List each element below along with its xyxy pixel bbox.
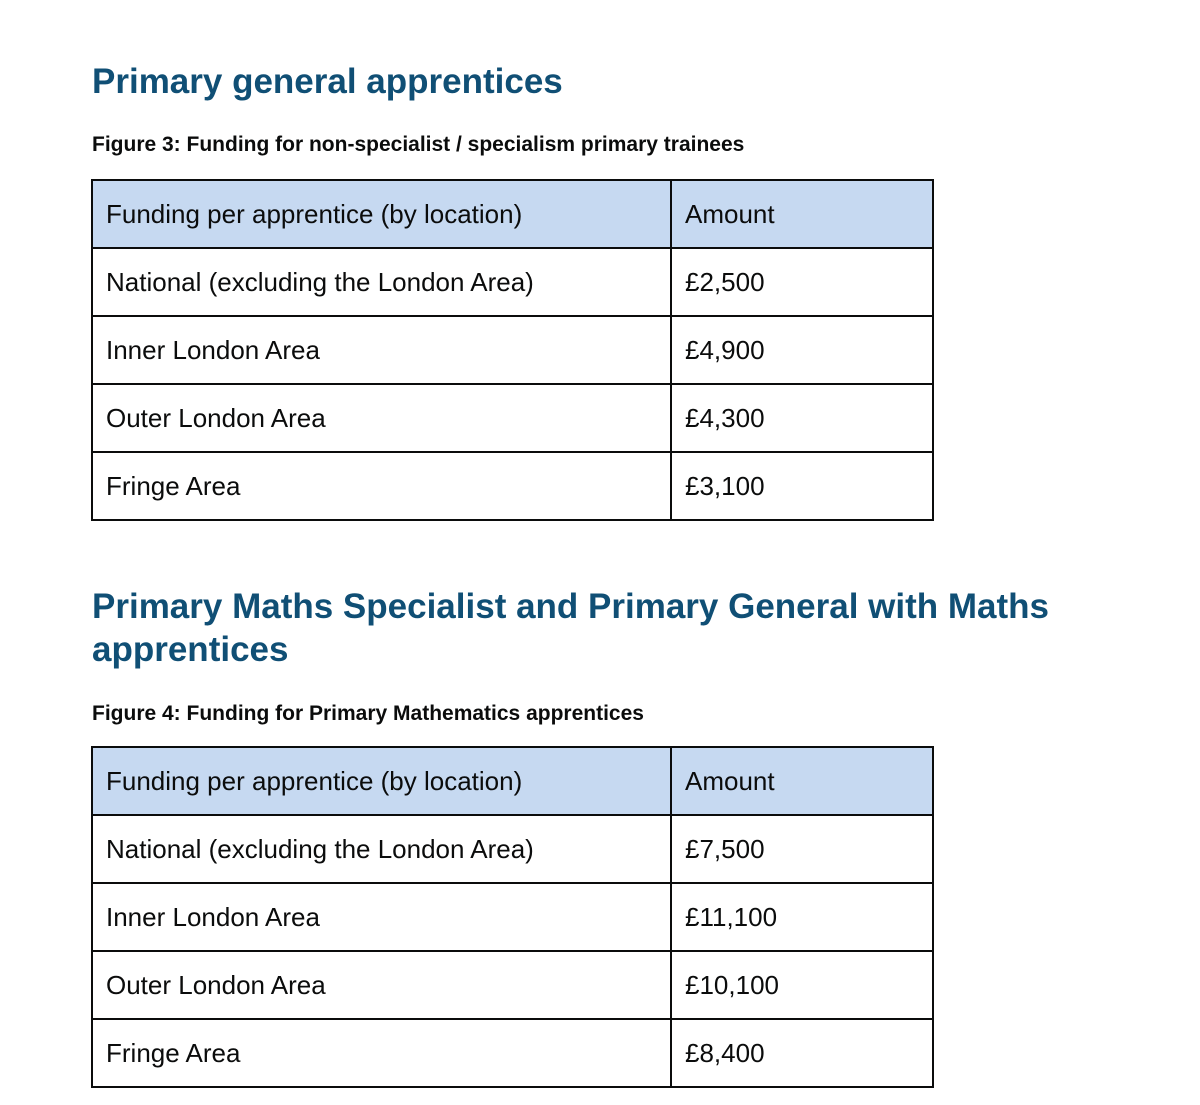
header-amount: Amount bbox=[671, 747, 933, 815]
table-row bbox=[92, 384, 933, 452]
row-amount: £8,400 bbox=[671, 1019, 933, 1087]
table-header-row bbox=[92, 747, 933, 815]
row-location: Fringe Area bbox=[92, 1019, 671, 1087]
header-amount: Amount bbox=[671, 180, 933, 248]
funding-table-figure-3 bbox=[91, 179, 934, 521]
table-row bbox=[92, 1019, 933, 1087]
heading-line-2: apprentices bbox=[92, 630, 289, 669]
table-row bbox=[92, 452, 933, 520]
row-amount: £3,100 bbox=[671, 452, 933, 520]
table-header-row bbox=[92, 180, 933, 248]
figure-3-caption: Figure 3: Funding for non-specialist / specialism primary trainees bbox=[92, 133, 745, 156]
row-amount: £11,100 bbox=[671, 883, 933, 951]
table-row bbox=[92, 316, 933, 384]
row-amount: £7,500 bbox=[671, 815, 933, 883]
row-location: National (excluding the London Area) bbox=[92, 815, 671, 883]
row-location: Outer London Area bbox=[92, 384, 671, 452]
row-location: National (excluding the London Area) bbox=[92, 248, 671, 316]
figure-4-caption: Figure 4: Funding for Primary Mathematics apprentices bbox=[92, 702, 644, 725]
section-heading-primary-maths bbox=[92, 585, 1049, 671]
row-amount: £4,900 bbox=[671, 316, 933, 384]
table-row bbox=[92, 883, 933, 951]
row-amount: £2,500 bbox=[671, 248, 933, 316]
row-location: Outer London Area bbox=[92, 951, 671, 1019]
row-location: Fringe Area bbox=[92, 452, 671, 520]
header-location: Funding per apprentice (by location) bbox=[92, 747, 671, 815]
row-amount: £4,300 bbox=[671, 384, 933, 452]
section-heading-primary-general: Primary general apprentices bbox=[92, 62, 563, 101]
header-location: Funding per apprentice (by location) bbox=[92, 180, 671, 248]
row-location: Inner London Area bbox=[92, 316, 671, 384]
row-location: Inner London Area bbox=[92, 883, 671, 951]
heading-line-1: Primary Maths Specialist and Primary General with Maths bbox=[92, 587, 1049, 626]
funding-table-figure-4 bbox=[91, 746, 934, 1088]
table-row bbox=[92, 951, 933, 1019]
table-row bbox=[92, 248, 933, 316]
table-row bbox=[92, 815, 933, 883]
row-amount: £10,100 bbox=[671, 951, 933, 1019]
